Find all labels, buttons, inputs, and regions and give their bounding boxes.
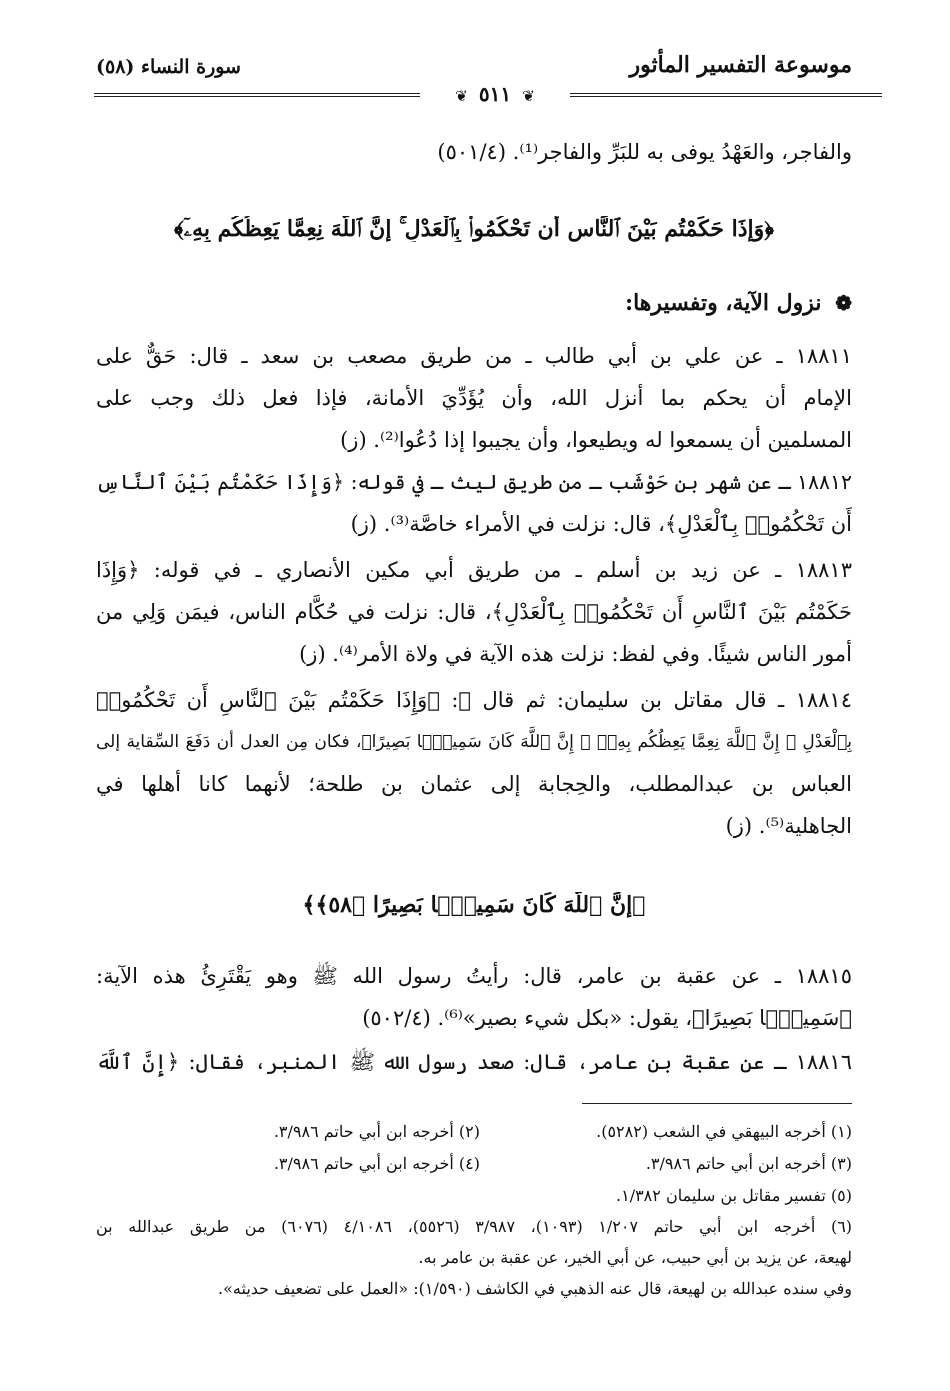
footnote-5: (٥) تفسير مقاتل بن سليمان ١/٣٨٢.	[616, 1186, 852, 1205]
section-title: نزول الآية، وتفسيرها:	[624, 290, 822, 316]
footnote-6-line-2: لهيعة، عن يزيد بن أبي حبيب، عن أبي الخير، عن عقبة بن عامر به.	[418, 1248, 852, 1267]
paragraph-line: ١٨٨١٢ ـ عن شهر بن حَوْشَب ـ من طريق ليث ـ في قوله: ﴿وَإِذَا حَكَمْتُم بَيْنَ ٱلنَّاسِ	[96, 470, 852, 494]
paragraph-line: ﴿سَمِيعًۢا بَصِيرًا﴾، يقول: «بكل شيء بصير»⁽⁶⁾. (٥٠٢/٤)	[362, 1006, 852, 1030]
paragraph-line: الجاهلية⁽⁵⁾. (ز)	[725, 814, 852, 838]
footnote-4: (٤) أخرجه ابن أبي حاتم ٣/٩٨٦.	[273, 1154, 480, 1173]
section-heading	[625, 290, 852, 316]
footnote-1: (١) أخرجه البيهقي في الشعب (٥٢٨٢).	[596, 1122, 852, 1141]
paragraph-line: ١٨٨١٦ ـ عن عقبة بن عامر، قال: صعد رسول الله ﷺ المنبر، فقال: ﴿إِنَّ ٱللَّهَ	[96, 1050, 852, 1074]
continuation-line: والفاجر، والعَهْدُ يوفى به للبَرِّ والفاجر⁽¹⁾. (٥٠١/٤)	[437, 140, 852, 164]
footnote-2: (٢) أخرجه ابن أبي حاتم ٣/٩٨٦.	[273, 1122, 480, 1141]
paragraph-line: أَن تَحْكُمُوا۟ بِٱلْعَدْلِ﴾، قال: نزلت في الأمراء خاصَّة⁽³⁾. (ز)	[350, 512, 852, 536]
quran-verse-2: ﴿إِنَّ ٱللَّهَ كَانَ سَمِيعًۢا بَصِيرًا ﴿٥٨﴾﴾	[302, 892, 646, 918]
ornament-right-icon: ❦	[522, 87, 535, 105]
ornament-left-icon: ❦	[455, 87, 468, 105]
paragraph-line: ١٨٨١٥ ـ عن عقبة بن عامر، قال: رأيتُ رسول الله ﷺ وهو يَقْتَرِئُ هذه الآية:	[96, 964, 852, 988]
paragraph-line: الإمام أن يحكم بما أنزل الله، وأن يُؤَدِّيَ الأمانة، فإذا فعل ذلك وجب على	[96, 386, 852, 410]
paragraph-line: ١٨٨١٣ ـ عن زيد بن أسلم ـ من طريق أبي مكين الأنصاري ـ في قوله: ﴿وَإِذَا	[96, 558, 852, 582]
surah-label: سورة النساء (٥٨)	[96, 56, 241, 78]
paragraph-line: ١٨٨١٤ ـ قال مقاتل بن سليمان: ثم قال ﷻ: ﴿وَإِذَا حَكَمْتُم بَيْنَ ٱلنَّاسِ أَن تَحْكُمُوا۟	[96, 688, 852, 712]
quran-verse-1: ﴿وَإِذَا حَكَمْتُم بَيْنَ ٱلنَّاسِ أَن تَحْكُمُوا۟ بِٱلْعَدْلِ ۚ إِنَّ ٱللَّهَ نِعِمَّا يَعِظُكُم بِهِۦٓ﴾	[173, 216, 775, 242]
flower-icon: ❁	[835, 291, 852, 315]
footnote-6-line-1: (٦) أخرجه ابن أبي حاتم ١/٢٠٧ (١٠٩٣)، ٣/٩٨٧ (٥٥٢٦)، ٤/١٠٨٦ (٦٠٧٦) من طريق عبدالله بن	[96, 1217, 852, 1236]
paragraph-line: أمور الناس شيئًا. وفي لفظ: نزلت هذه الآية في ولاة الأمر⁽⁴⁾. (ز)	[299, 642, 852, 666]
footnote-3: (٣) أخرجه ابن أبي حاتم ٣/٩٨٦.	[645, 1154, 852, 1173]
page-number-box	[420, 82, 570, 108]
paragraph-line: بِٱلْعَدْلِ ۚ إِنَّ ٱللَّهَ نِعِمَّا يَعِظُكُم بِهِۦٓ ۗ إِنَّ ٱللَّهَ كَانَ سَمِيعًۢا بَصِيرًا﴾، فكان مِن العدل أن دَفَعَ السِّقاية إلى	[96, 732, 852, 752]
footnote-6-line-3: وفي سنده عبدالله بن لهيعة، قال عنه الذهبي في الكاشف (١/٥٩٠): «العمل على تضعيف حديثه».	[218, 1279, 852, 1298]
footnote-separator	[582, 1103, 852, 1104]
paragraph-line: المسلمين أن يسمعوا له ويطيعوا، وأن يجيبوا إذا دُعُوا⁽²⁾. (ز)	[340, 428, 852, 452]
book-title: موسوعة التفسير المأثور	[629, 52, 852, 78]
paragraph-line: حَكَمْتُم بَيْنَ ٱلنَّاسِ أَن تَحْكُمُوا۟ بِٱلْعَدْلِ﴾، قال: نزلت في حُكَّام الناس، فيمَن وَلِي من	[96, 600, 852, 624]
paragraph-line: العباس بن عبدالمطلب، والحِجابة إلى عثمان بن طلحة؛ لأنهما كانا أهلها في	[96, 772, 852, 796]
paragraph-line: ١٨٨١١ ـ عن علي بن أبي طالب ـ من طريق مصعب بن سعد ـ قال: حَقٌّ على	[96, 344, 852, 368]
page-number: ٥١١	[478, 82, 512, 106]
